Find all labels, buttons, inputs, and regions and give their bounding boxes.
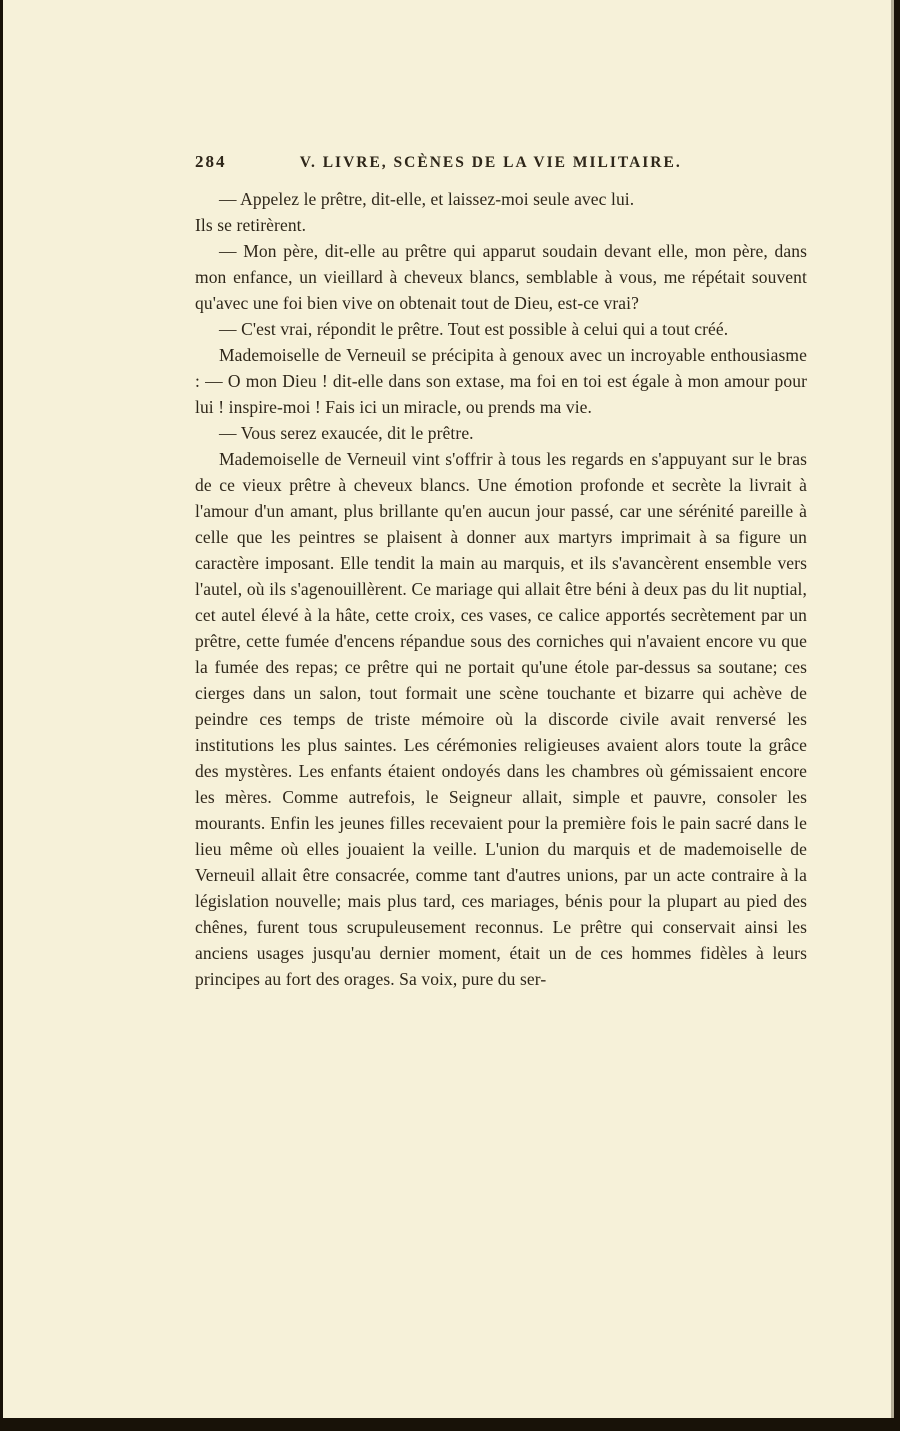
paragraph-dialogue-2: — Mon père, dit-elle au prêtre qui apparut soudain devant elle, mon père, dans mon enfance, un vieillard à cheveux blancs, semblable à vous, me répétait souvent qu'avec une foi bien vive on obtenait tout de Dieu, est-ce vrai? [195,241,807,313]
paragraph-narration-3: Mademoiselle de Verneuil vint s'offrir à tous les regards en s'appuyant sur le bras de ce vieux prêtre à cheveux blancs. Une émotion profonde et secrète la livrait à l'amour d'un amant, plus brillante qu'en aucun jour passé, car une sérénité pareille à celle que les peintres se plaisent à donner aux martyrs imprimait à sa figure un caractère imposant. Elle tendit la main au marquis, et ils s'avancèrent ensemble vers l'autel, où ils s'agenouillèrent. Ce mariage qui allait être béni à deux pas du lit nuptial, cet autel élevé à la hâte, cette croix, ces vases, ce calice apportés secrètement par un prêtre, cette fumée d'encens répandue sous des corniches qui n'avaient encore vu que la fumée des repas; ce prêtre qui ne portait qu'une étole par-dessus sa soutane; ces cierges dans un salon, tout formait une scène touchante et bizarre qui achève de peindre ces temps de triste mémoire où la discorde civile avait renversé les institutions les plus saintes. Les cérémonies religieuses avaient alors toute la grâce des mystères. Les enfants étaient ondoyés dans les chambres où gémissaient encore les mères. Comme autrefois, le Seigneur allait, simple et pauvre, consoler les mourants. Enfin les jeunes filles recevaient pour la première fois le pain sacré dans le lieu même où elles jouaient la veille. L'union du marquis et de mademoiselle de Verneuil allait être consacrée, comme tant d'autres unions, par un acte contraire à la législation nouvelle; mais plus tard, ces mariages, bénis pour la plupart au pied des chênes, furent tous scrupuleusement reconnus. Le prêtre qui conservait ainsi les anciens usages jusqu'au dernier moment, était un de ces hommes fidèles à leurs principes au fort des orages. Sa voix, pure du ser- [195,449,807,989]
scan-edge-bottom [0,1418,900,1431]
paragraph-dialogue-4: — Vous serez exaucée, dit le prêtre. [219,423,474,443]
page-header [195,152,807,172]
running-title: V. LIVRE, SCÈNES DE LA VIE MILITAIRE. [299,154,682,171]
page-number: 284 [195,152,227,171]
paragraph-dialogue-3: — C'est vrai, répondit le prêtre. Tout est possible à celui qui a tout créé. [219,319,729,339]
page-body [195,186,807,992]
paragraph-narration-2: Mademoiselle de Verneuil se précipita à genoux avec un incroyable enthousiasme : — O mon Dieu ! dit-elle dans son extase, ma foi en toi est égale à mon amour pour lui ! inspire-moi ! Fais ici un miracle, ou prends ma vie. [195,345,807,417]
paragraph-narration-1: Ils se retirèrent. [195,215,307,235]
paragraph-dialogue-1: — Appelez le prêtre, dit-elle, et laissez-moi seule avec lui. [219,189,635,209]
scan-edge-right [894,0,900,1431]
scan-edge-left [0,0,3,1431]
